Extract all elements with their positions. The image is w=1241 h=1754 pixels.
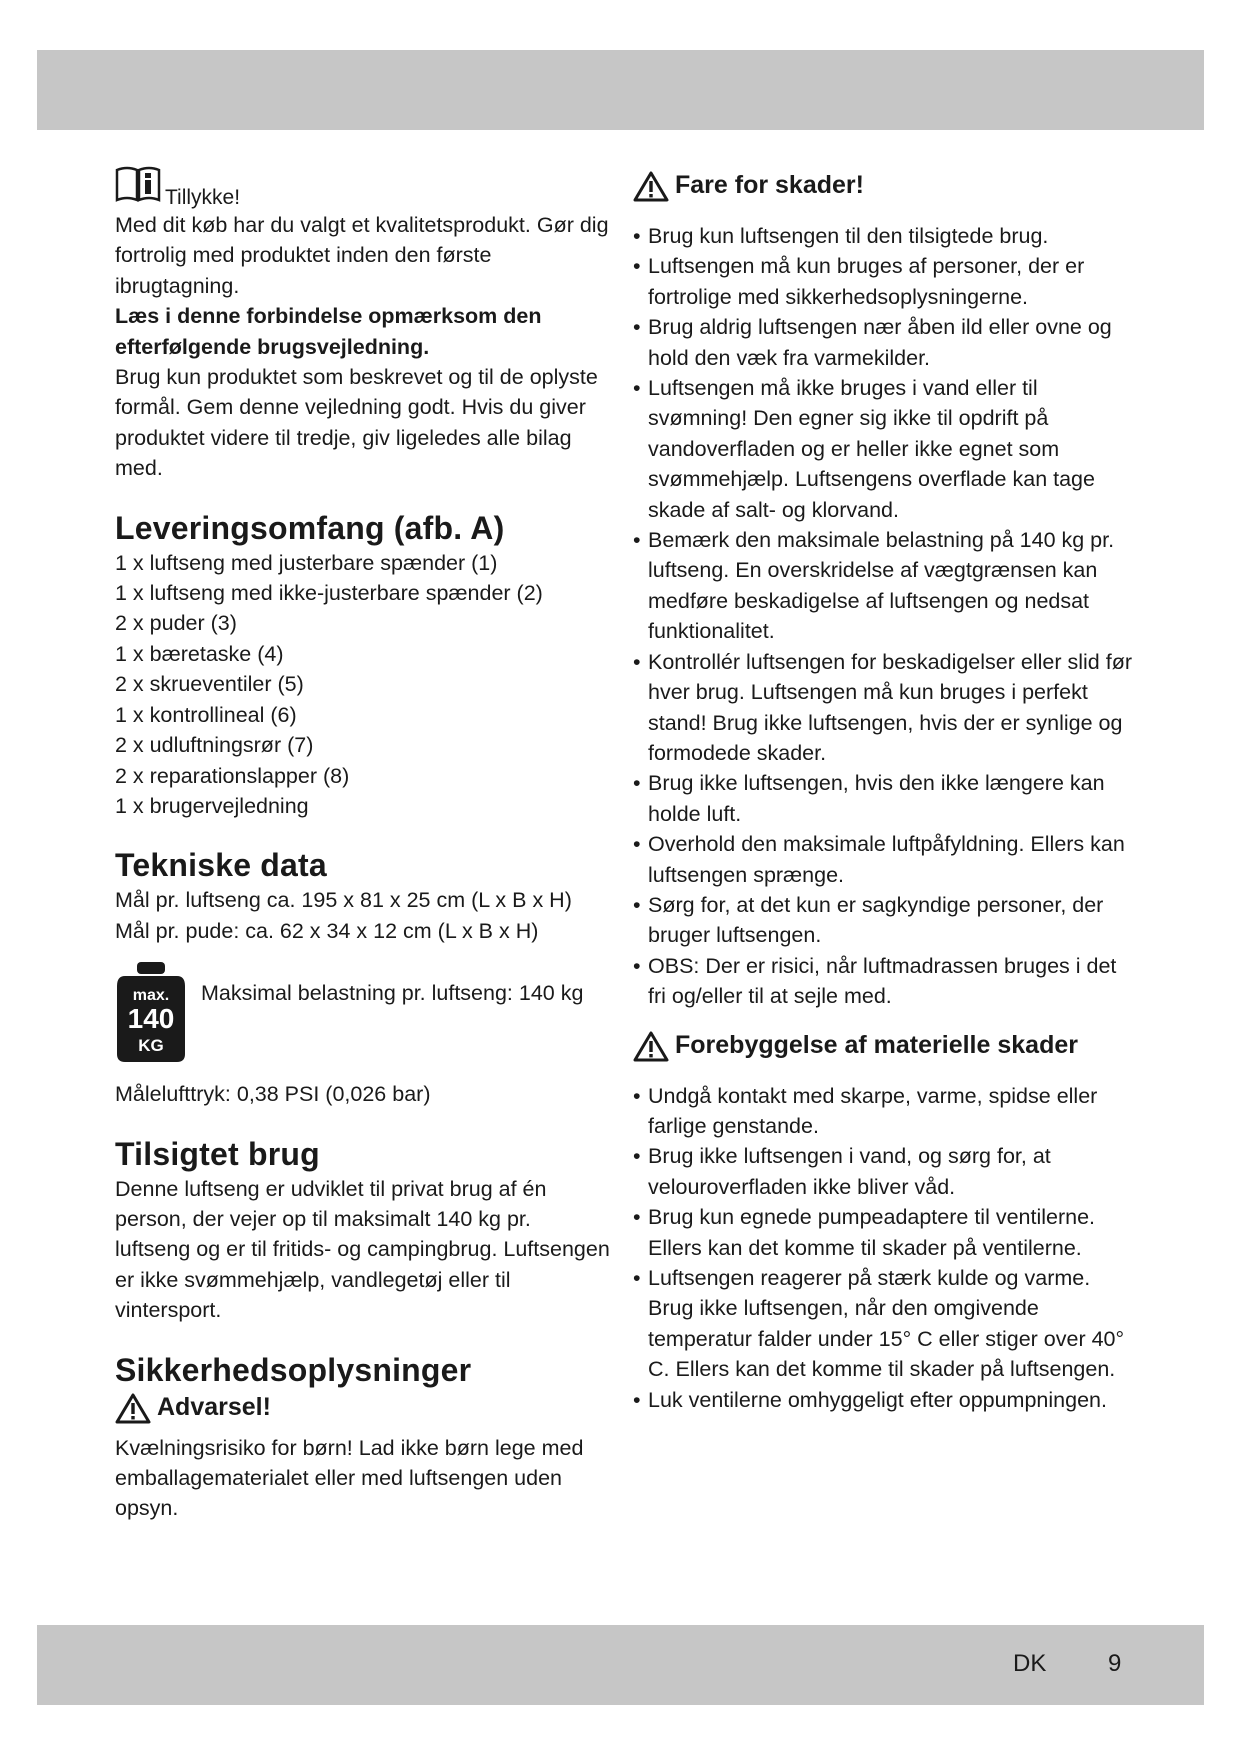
- material-list: [633, 1081, 1133, 1415]
- scope-item: 2 x reparationslapper (8): [115, 763, 350, 788]
- scope-title: Leveringsomfang (afb. A): [115, 509, 505, 546]
- tech-dim-bed: Mål pr. luftseng ca. 195 x 81 x 25 cm (L x B x H): [115, 888, 572, 913]
- danger-item: • Brug aldrig luftsengen nær åben ild eller ovne og hold den væk fra varmekilder.: [633, 312, 1133, 373]
- material-item: • Undgå kontakt med skarpe, varme, spidse eller farlige genstande.: [633, 1081, 1133, 1142]
- weight-icon-line3: KG: [138, 1036, 164, 1056]
- warning-title: Advarsel!: [157, 1392, 271, 1421]
- scope-item: 1 x kontrollineal (6): [115, 702, 297, 727]
- left-column: [115, 168, 610, 1524]
- warning-icon: [115, 1392, 151, 1433]
- intended-title: Tilsigtet brug: [115, 1135, 320, 1172]
- notice-body: Brug kun produktet som beskrevet og til de oplyste formål. Gem denne vejledning godt. Hvis du giver produktet videre til tredje, giv ligeledes alle bilag med.: [115, 365, 598, 481]
- scope-item: 1 x brugervejledning: [115, 793, 309, 818]
- material-item: • Luk ventilerne omhyggeligt efter oppumpningen.: [633, 1385, 1133, 1415]
- scope-item: 2 x skrueventiler (5): [115, 672, 304, 697]
- safety-title: Sikkerhedsoplysninger: [115, 1351, 472, 1388]
- danger-item: • Brug kun luftsengen til den tilsigtede brug.: [633, 221, 1133, 251]
- material-item: • Brug ikke luftsengen i vand, og sørg for, at velouroverfladen ikke bliver våd.: [633, 1141, 1133, 1202]
- material-title: Forebyggelse af materielle skader: [675, 1030, 1078, 1059]
- danger-item: • OBS: Der er risici, når luftmadrassen bruges i det fri og/eller til at sejle med.: [633, 951, 1133, 1012]
- danger-item: • Brug ikke luftsengen, hvis den ikke længere kan holde luft.: [633, 768, 1133, 829]
- warning-icon: [633, 170, 669, 211]
- tech-title: Tekniske data: [115, 847, 327, 884]
- info-book-icon: [115, 164, 161, 210]
- tech-dim-pillow: Mål pr. pude: ca. 62 x 34 x 12 cm (L x B x H): [115, 918, 539, 943]
- intended-text: Denne luftseng er udviklet til privat brug af én person, der vejer op til maksimalt 140 kg pr. luftseng og er til fritids- og campingbrug. Luftsengen er ikke svømmehjælp, vandlegetøj eller til vintersport.: [115, 1176, 610, 1323]
- scope-list: [115, 548, 610, 822]
- material-item: • Brug kun egnede pumpeadaptere til ventilerne. Ellers kan det komme til skader på ventilerne.: [633, 1202, 1133, 1263]
- scope-item: 2 x puder (3): [115, 611, 237, 636]
- danger-item: • Sørg for, at det kun er sagkyndige personer, der bruger luftsengen.: [633, 890, 1133, 951]
- max-load-text: Maksimal belastning pr. luftseng: 140 kg: [201, 981, 584, 1006]
- notice-intro: Med dit køb har du valgt et kvalitetsprodukt. Gør dig fortrolig med produktet inden den første ibrugtagning.: [115, 213, 609, 298]
- material-heading: [633, 1028, 1133, 1071]
- scope-item: 1 x luftseng med ikke-justerbare spænder (2): [115, 581, 543, 606]
- warning-icon: [633, 1030, 669, 1071]
- notice-label: Tillykke!: [165, 186, 241, 209]
- weight-icon: [115, 960, 187, 1069]
- header-band: [37, 50, 1204, 130]
- scope-item: 2 x udluftningsrør (7): [115, 733, 314, 758]
- page-number: 9: [1108, 1650, 1122, 1677]
- danger-item: • Bemærk den maksimale belastning på 140 kg pr. luftseng. En overskridelse af vægtgrænsen kan medføre beskadigelse af luftsengen og nedsat funktionalitet.: [633, 525, 1133, 647]
- danger-list: [633, 221, 1133, 1012]
- danger-item: • Luftsengen må kun bruges af personer, der er fortrolige med sikkerhedsoplysningerne.: [633, 251, 1133, 312]
- warning-text: Kvælningsrisiko for børn! Lad ikke børn lege med emballagematerialet eller med luftsengen uden opsyn.: [115, 1435, 584, 1521]
- danger-item: • Luftsengen må ikke bruges i vand eller til svømning! Den egner sig ikke til opdrift på vandoverfladen og er heller ikke egnet som svømmehjælp. Luftsengens overflade kan tage skade af salt- og klorvand.: [633, 373, 1133, 525]
- scope-item: 1 x luftseng med justerbare spænder (1): [115, 550, 498, 575]
- weight-icon-line1: max.: [132, 987, 170, 1005]
- danger-item: • Kontrollér luftsengen for beskadigelser eller slid før hver brug. Luftsengen må kun bruges i perfekt stand! Brug ikke luftsengen, hvis der er synlige og formodede skader.: [633, 647, 1133, 769]
- material-item: • Luftsengen reagerer på stærk kulde og varme. Brug ikke luftsengen, når den omgivende temperatur falder under 15° C eller stiger over 40° C. Ellers kan det komme til skader på luftsengen.: [633, 1263, 1133, 1385]
- warning-heading: [115, 1390, 610, 1433]
- danger-title: Fare for skader!: [675, 171, 864, 199]
- weight-icon-line2: 140: [127, 1003, 175, 1035]
- danger-item: • Overhold den maksimale luftpåfyldning. Ellers kan luftsengen sprænge.: [633, 829, 1133, 890]
- footer-language: DK: [1013, 1650, 1047, 1677]
- max-load-row: [115, 960, 610, 1069]
- right-column: [633, 168, 1133, 1415]
- tech-pressure: Målelufttryk: 0,38 PSI (0,026 bar): [115, 1082, 431, 1107]
- notice-heading: [115, 168, 610, 210]
- scope-item: 1 x bæretaske (4): [115, 641, 284, 666]
- danger-heading: [633, 168, 1133, 211]
- notice-bold: Læs i denne forbindelse opmærksom den efterfølgende brugsvejledning.: [115, 304, 542, 359]
